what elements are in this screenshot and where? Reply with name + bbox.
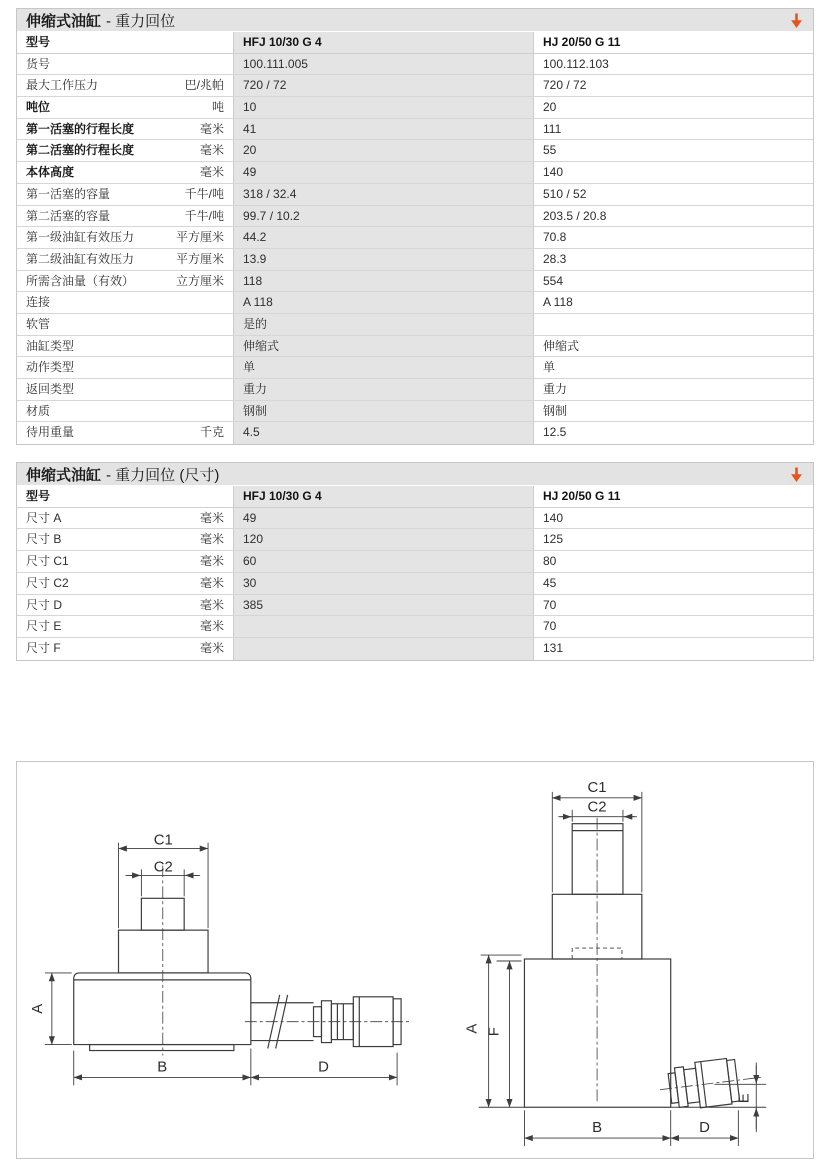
row-label: 第二活塞的行程长度 <box>26 143 135 158</box>
dim-label-c1: C1 <box>587 778 607 796</box>
header-label-cell <box>17 32 234 53</box>
value-model1 <box>234 616 534 637</box>
value-model1: 385 <box>234 595 534 616</box>
value-model1: 318 / 32.4 <box>234 184 534 205</box>
row-label: 最大工作压力 <box>26 78 99 93</box>
row-unit: 毫米 <box>199 575 224 590</box>
row-label: 尺寸 A <box>26 510 62 525</box>
row-unit: 立方厘米 <box>175 273 224 288</box>
table-row <box>17 97 813 119</box>
scroll-down-arrow-icon[interactable] <box>789 12 804 29</box>
value-model2: 12.5 <box>543 425 567 440</box>
table-row <box>17 119 813 141</box>
value-model1: 钢制 <box>234 401 534 422</box>
dim-label-b: B <box>157 1057 168 1075</box>
row-label-cell <box>17 529 234 550</box>
row-label: 尺寸 B <box>26 532 62 547</box>
row-label: 动作类型 <box>26 360 75 375</box>
value-model2: 111 <box>543 121 562 136</box>
row-label: 连接 <box>26 295 51 310</box>
row-label-cell <box>17 401 234 422</box>
dimension-table-subtitle: - 重力回位 (尺寸) <box>106 466 220 484</box>
table-row <box>17 638 813 660</box>
row-label: 第一活塞的行程长度 <box>26 121 135 136</box>
row-label-cell <box>17 551 234 572</box>
spec-table-title: 伸缩式油缸 <box>26 12 102 30</box>
value-model2: 28.3 <box>543 251 567 266</box>
dimension-table-title: 伸缩式油缸 <box>26 466 102 484</box>
value-model1: 20 <box>234 140 534 161</box>
table-row <box>17 249 813 271</box>
row-label: 尺寸 C1 <box>26 554 69 569</box>
value-model1: 13.9 <box>234 249 534 270</box>
row-label: 油缸类型 <box>26 338 75 353</box>
header-label: 型号 <box>26 35 51 49</box>
row-unit: 平方厘米 <box>175 251 224 266</box>
value-model2: 70 <box>543 597 557 612</box>
value-model1: 30 <box>234 573 534 594</box>
row-label-cell <box>17 206 234 227</box>
dim-label-c2: C2 <box>153 858 173 876</box>
spec-table-section <box>16 8 814 445</box>
value-model1: 单 <box>234 357 534 378</box>
dimension-drawings-panel <box>16 761 814 1159</box>
row-unit: 千牛/吨 <box>184 208 224 223</box>
row-label: 第二活塞的容量 <box>26 208 111 223</box>
dim-label-d: D <box>318 1057 329 1075</box>
row-label: 第一级油缸有效压力 <box>26 230 135 245</box>
row-label: 第二级油缸有效压力 <box>26 251 135 266</box>
value-model2: 203.5 / 20.8 <box>543 208 607 223</box>
table-row <box>17 292 813 314</box>
value-model2: 140 <box>543 510 564 525</box>
value-model2: 70 <box>543 619 557 634</box>
value-model2: 70.8 <box>543 230 567 245</box>
technical-drawing-svg <box>17 762 813 1156</box>
value-model2: 554 <box>543 273 564 288</box>
table-row <box>17 54 813 76</box>
row-label-cell <box>17 54 234 75</box>
dimension-table-title-bar <box>17 463 813 485</box>
table-row <box>17 422 813 444</box>
value-model2: 重力 <box>543 382 568 396</box>
dimension-table-header-row <box>17 486 813 508</box>
right-cylinder-drawing <box>464 778 767 1145</box>
table-row <box>17 508 813 530</box>
row-label-cell <box>17 162 234 183</box>
table-row <box>17 573 813 595</box>
row-unit: 毫米 <box>199 143 224 158</box>
value-model1: 44.2 <box>234 227 534 248</box>
value-model1: A 118 <box>234 292 534 313</box>
table-row <box>17 314 813 336</box>
row-unit: 吨 <box>211 100 224 115</box>
spec-table-body <box>17 54 813 444</box>
value-model2: 45 <box>543 575 557 590</box>
row-label-cell <box>17 314 234 335</box>
row-label-cell <box>17 422 234 444</box>
dim-label-a: A <box>463 1023 481 1034</box>
value-model2 <box>534 314 813 335</box>
value-model2: 20 <box>543 100 557 115</box>
table-row <box>17 529 813 551</box>
value-model1: 49 <box>234 162 534 183</box>
dimension-table-body <box>17 508 813 660</box>
row-label-cell <box>17 616 234 637</box>
dim-label-e: E <box>735 1092 753 1103</box>
table-row <box>17 379 813 401</box>
row-label-cell <box>17 184 234 205</box>
value-model2: 140 <box>543 165 564 180</box>
row-label: 返回类型 <box>26 382 75 396</box>
row-unit: 毫米 <box>199 121 224 136</box>
row-label: 材质 <box>26 403 51 418</box>
row-label: 吨位 <box>26 100 51 115</box>
table-row <box>17 595 813 617</box>
row-label-cell <box>17 75 234 96</box>
row-unit: 毫米 <box>199 532 224 547</box>
table-row <box>17 75 813 97</box>
value-model1: 100.111.005 <box>234 54 534 75</box>
header-model2: HJ 20/50 G 11 <box>543 489 621 504</box>
row-label: 本体高度 <box>26 165 75 180</box>
spec-table-header-row <box>17 32 813 54</box>
row-label-cell <box>17 119 234 140</box>
table-row <box>17 184 813 206</box>
table-row <box>17 227 813 249</box>
value-model2: 伸缩式 <box>543 338 580 353</box>
value-model1: 重力 <box>234 379 534 400</box>
row-unit: 毫米 <box>199 619 224 634</box>
table-row <box>17 551 813 573</box>
row-label: 所需含油量（有效） <box>26 273 135 288</box>
left-cylinder-drawing <box>29 831 410 1085</box>
value-model2: 单 <box>543 360 556 375</box>
value-model2: 100.112.103 <box>543 56 609 71</box>
row-label-cell <box>17 292 234 313</box>
table-row <box>17 336 813 358</box>
table-row <box>17 616 813 638</box>
value-model2: 钢制 <box>543 403 568 418</box>
row-label-cell <box>17 357 234 378</box>
row-label: 尺寸 F <box>26 640 61 655</box>
row-unit: 毫米 <box>199 640 224 655</box>
value-model1: 41 <box>234 119 534 140</box>
row-label: 第一活塞的容量 <box>26 186 111 201</box>
value-model2: 131 <box>543 640 564 655</box>
row-label-cell <box>17 379 234 400</box>
table-row <box>17 140 813 162</box>
row-label-cell <box>17 508 234 529</box>
value-model1: 120 <box>234 529 534 550</box>
header-model1: HFJ 10/30 G 4 <box>234 486 534 507</box>
value-model1: 10 <box>234 97 534 118</box>
row-label-cell <box>17 140 234 161</box>
value-model2: 510 / 52 <box>543 186 587 201</box>
header-model2: HJ 20/50 G 11 <box>543 35 621 49</box>
row-label: 尺寸 E <box>26 619 62 634</box>
row-unit: 千克 <box>199 425 224 440</box>
spec-table-title-bar <box>17 9 813 31</box>
value-model1: 是的 <box>234 314 534 335</box>
header-label: 型号 <box>26 489 51 504</box>
value-model1 <box>234 638 534 660</box>
dim-label-d: D <box>699 1118 710 1136</box>
value-model1: 118 <box>234 271 534 292</box>
dim-label-b: B <box>592 1118 603 1136</box>
row-unit: 毫米 <box>199 165 224 180</box>
value-model1: 99.7 / 10.2 <box>234 206 534 227</box>
table-row <box>17 162 813 184</box>
dim-label-c1: C1 <box>153 831 173 849</box>
row-label: 尺寸 C2 <box>26 575 69 590</box>
header-label-cell <box>17 486 234 507</box>
value-model1: 4.5 <box>234 422 534 444</box>
value-model2: 55 <box>543 143 557 158</box>
value-model2: 80 <box>543 554 557 569</box>
value-model2: A 118 <box>543 295 573 310</box>
dim-label-c2: C2 <box>587 798 607 816</box>
row-unit: 毫米 <box>199 510 224 525</box>
row-unit: 毫米 <box>199 554 224 569</box>
header-model1: HFJ 10/30 G 4 <box>234 32 534 53</box>
row-unit: 巴/兆帕 <box>184 78 224 93</box>
scroll-down-arrow-icon[interactable] <box>789 466 804 483</box>
value-model1: 49 <box>234 508 534 529</box>
row-label-cell <box>17 249 234 270</box>
spec-table-subtitle: - 重力回位 <box>106 12 176 30</box>
dim-label-f: F <box>485 1026 503 1036</box>
row-label-cell <box>17 336 234 357</box>
value-model1: 伸缩式 <box>234 336 534 357</box>
value-model2: 720 / 72 <box>543 78 587 93</box>
row-label: 软管 <box>26 316 51 331</box>
row-unit: 平方厘米 <box>175 230 224 245</box>
dim-label-a: A <box>28 1003 46 1014</box>
row-unit: 毫米 <box>199 597 224 612</box>
row-label-cell <box>17 227 234 248</box>
row-unit: 千牛/吨 <box>184 186 224 201</box>
row-label-cell <box>17 573 234 594</box>
table-row <box>17 271 813 293</box>
row-label: 货号 <box>26 56 51 71</box>
table-row <box>17 206 813 228</box>
table-row <box>17 357 813 379</box>
table-row <box>17 401 813 423</box>
dimension-table-section <box>16 462 814 661</box>
row-label: 待用重量 <box>26 425 75 440</box>
row-label: 尺寸 D <box>26 597 63 612</box>
row-label-cell <box>17 638 234 660</box>
row-label-cell <box>17 97 234 118</box>
value-model1: 60 <box>234 551 534 572</box>
value-model2: 125 <box>543 532 564 547</box>
value-model1: 720 / 72 <box>234 75 534 96</box>
row-label-cell <box>17 595 234 616</box>
row-label-cell <box>17 271 234 292</box>
